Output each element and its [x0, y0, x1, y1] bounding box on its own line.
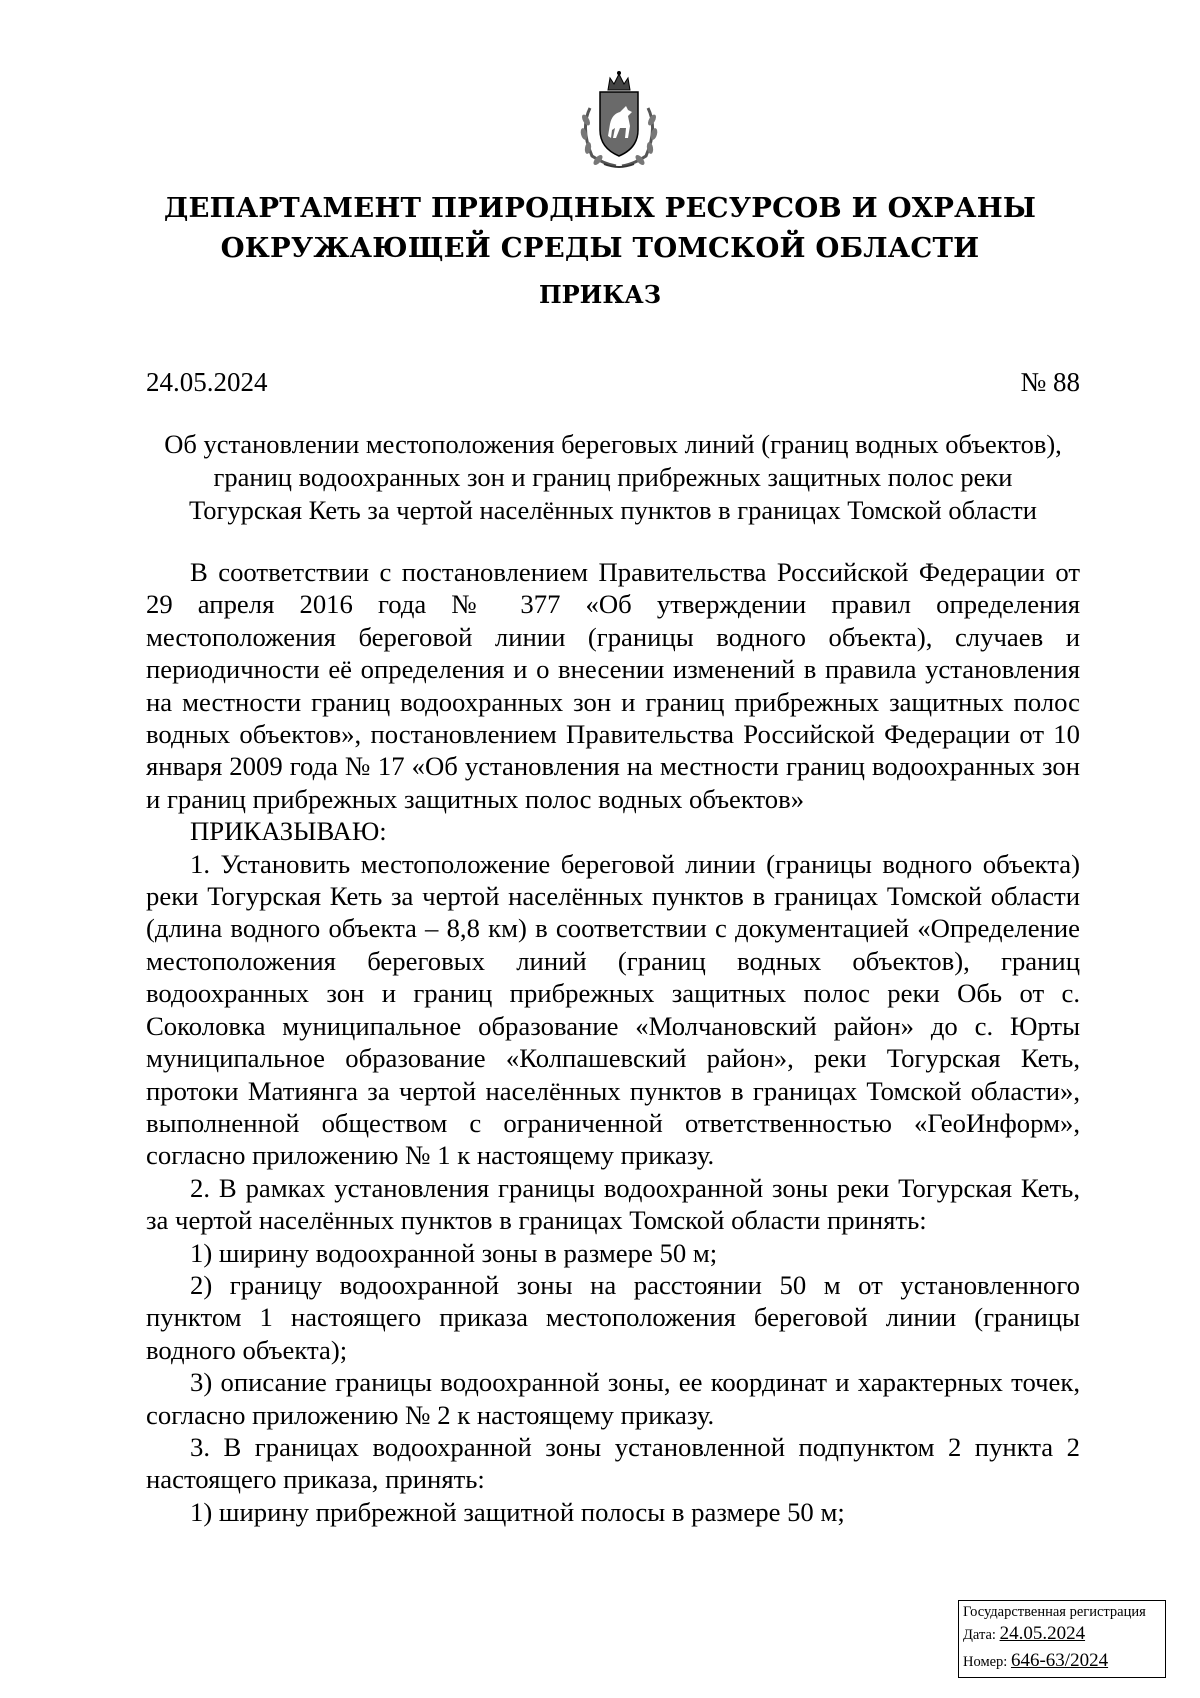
registration-number-row	[963, 1648, 1161, 1675]
item-3-1-paragraph: 1) ширину прибрежной защитной полосы в размере 50 м;	[190, 1496, 845, 1527]
registration-date-row	[963, 1621, 1161, 1648]
order-date: 24.05.2024	[146, 367, 268, 397]
subject-line-3: Тогурская Кеть за чертой населённых пунктов в границах Томской области	[189, 495, 1037, 525]
registration-number-label: Номер:	[963, 1654, 1008, 1670]
registration-stamp	[958, 1600, 1166, 1678]
department-title-line-2: ОКРУЖАЮЩЕЙ СРЕДЫ ТОМСКОЙ ОБЛАСТИ	[220, 232, 980, 264]
department-title	[0, 188, 1200, 268]
subject-line-2: границ водоохранных зон и границ прибрежных защитных полос реки	[213, 462, 1013, 492]
preamble-paragraph: В соответствии с постановлением Правительства Российской Федерации от 29 апреля 2016 года № 377 «Об утверждении правил определения местоположения береговой линии (границы водного объекта), случаев и периодичности её определения и о внесении изменений в правила установления на местности границ водоохранных зон и границ прибрежных защитных полос водных объектов», постановлением Правительства Российской Федерации от 10 января 2009 года № 17 «Об установления на местности границ водоохранных зон и границ прибрежных защитных полос водных объектов»	[146, 557, 1080, 814]
registration-number-value: 646-63/2024	[1010, 1650, 1109, 1671]
order-command: ПРИКАЗЫВАЮ:	[190, 816, 387, 847]
registration-date-label: Дата:	[963, 1627, 996, 1643]
registration-date-value: 24.05.2024	[999, 1623, 1086, 1644]
item-1-paragraph: 1. Установить местоположение береговой линии (границы водного объекта) реки Тогурская Кеть за чертой населённых пунктов в границах Томской области (длина водного объекта – 8,8 км) в соответствии с документацией «Определение местоположения береговых линий (границ водных объектов), границ водоохранных зон и границ прибрежных защитных полос реки Обь от с. Соколовка муниципальное образование «Молчановский район» до с. Юрты муниципальное образование «Колпашевский район», реки Тогурская Кеть, протоки Матиянга за чертой населённых пунктов в границах Томской области», выполненной обществом с ограниченной ответственностью «ГеоИнформ», согласно приложению № 1 к настоящему приказу.	[146, 848, 1080, 1171]
document-type: ПРИКАЗ	[538, 280, 662, 309]
item-2-1-paragraph: 1) ширину водоохранной зоны в размере 50 м;	[190, 1237, 718, 1268]
order-subject	[146, 428, 1080, 527]
order-body	[146, 556, 1080, 1528]
item-2-2-paragraph: 2) границу водоохранной зоны на расстоянии 50 м от установленного пунктом 1 настоящего приказа местоположения береговой линии (границы водного объекта);	[146, 1269, 1080, 1365]
department-title-line-1: ДЕПАРТАМЕНТ ПРИРОДНЫХ РЕСУРСОВ И ОХРАНЫ	[163, 192, 1037, 224]
registration-title: Государственная регистрация	[963, 1604, 1146, 1620]
item-2-3-paragraph: 3) описание границы водоохранной зоны, ее координат и характерных точек, согласно приложению № 2 к настоящему приказу.	[146, 1367, 1080, 1430]
order-number: № 88	[1020, 367, 1080, 397]
coat-of-arms-icon	[570, 68, 668, 172]
subject-line-1: Об установлении местоположения береговых линий (границ водных объектов),	[164, 429, 1062, 459]
item-2-paragraph: 2. В рамках установления границы водоохранной зоны реки Тогурская Кеть, за чертой населённых пунктов в границах Томской области принять:	[146, 1172, 1080, 1236]
item-3-paragraph: 3. В границах водоохранной зоны установленной подпунктом 2 пункта 2 настоящего приказа, принять:	[146, 1431, 1080, 1495]
